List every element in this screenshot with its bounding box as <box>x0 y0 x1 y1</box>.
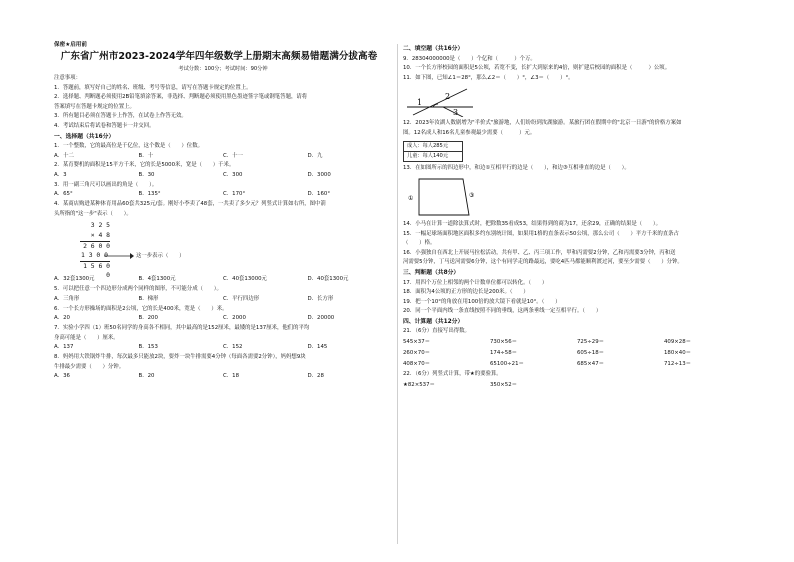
option: D．九 <box>307 152 323 159</box>
section-choice-heading: 一、选择题（共16分） <box>54 133 115 140</box>
question-7-line-1: 7．实验小学四（1）班50名同学的身高各不相同，其中最高的是152厘米，最矮的是137厘米，他们的平均 <box>54 325 310 331</box>
calc-item: 605÷18＝ <box>577 350 605 356</box>
option: B．135° <box>138 191 161 198</box>
option: D．160° <box>307 191 331 198</box>
option: A．32套1300元 <box>54 276 95 283</box>
right-column <box>403 44 751 391</box>
question-17: 17．用四个万位上相邻的两个计数单位都可以转化。（ ） <box>403 279 548 286</box>
question-6-options <box>54 314 392 324</box>
arrow-label: 这一步表示（ ） <box>136 253 185 260</box>
price-child: 儿童：每人140元 <box>407 153 449 160</box>
option: A．20 <box>54 315 70 322</box>
option: A．3 <box>54 172 67 179</box>
option: C．40套13000元 <box>223 276 267 283</box>
left-column <box>54 40 392 382</box>
arrow-icon <box>104 251 134 261</box>
question-5-options <box>54 295 392 305</box>
option: B．十 <box>138 152 153 159</box>
question-19: 19．把一个10°的角放在用100倍的放大镜下看就是10°。（ ） <box>403 298 561 305</box>
svg-text:1: 1 <box>417 98 423 108</box>
option: B．梯形 <box>138 295 159 302</box>
question-3-options <box>54 190 392 200</box>
note-item: 3．所有题目必须在答题卡上作答，在试卷上作答无效。 <box>54 113 187 120</box>
option: C．300 <box>223 172 243 179</box>
question-18: 18．面积为4公顷的正方形的边长是200米。（ ） <box>403 289 529 296</box>
exam-info: 考试分数：100分；考试时间：90分钟 <box>178 66 268 72</box>
option: A．137 <box>54 344 74 351</box>
calc-row <box>403 359 751 370</box>
option: B．200 <box>138 315 158 322</box>
calc-row <box>403 380 751 391</box>
price-adult: 成人：每人285元 <box>404 142 462 152</box>
price-table <box>403 141 463 162</box>
option: B．20 <box>138 373 155 380</box>
option: B．4套1300元 <box>138 276 176 283</box>
question-22: 22．（6分）列竖式计算，带★的要验算。 <box>403 371 502 377</box>
question-8-line-2: 牛排最少需要（ ）分钟。 <box>54 363 125 370</box>
final-product: 1 5 6 0 0 <box>80 261 110 281</box>
option: A．三角形 <box>54 295 80 302</box>
question-11: 11．如下图，已知∠1＝28°，那么∠2＝（ ）°，∠3＝（ ）°。 <box>403 74 574 81</box>
question-12-line-1: 12．2023年汝湖人数剧增为"半价式"旅游地，人们纷纷到汝湖旅游。某旅行团在假期中的"北京一日游"的价格方案如 <box>403 120 682 127</box>
calc-item: 545×37＝ <box>403 339 431 345</box>
question-7-line-2: 身高可能是（ ）厘米。 <box>54 334 119 341</box>
section-judge-heading: 三、判断题（共8分） <box>403 270 460 277</box>
angle-figure <box>407 83 487 117</box>
option: C．2000 <box>223 315 246 322</box>
calc-item: 685×47＝ <box>577 361 605 367</box>
column-divider <box>397 44 398 544</box>
option: D．3000 <box>307 172 331 179</box>
question-20: 20．同一个平面内线一条直线按照不同的垂线，这两条垂线一定互相平行。（ ） <box>403 308 602 315</box>
option: D．20000 <box>307 315 335 322</box>
exam-title: 广东省广州市2023-2024学年四年级数学上册期末高频易错题满分拔高卷 <box>60 51 378 62</box>
question-8-line-1: 8．妈妈用大铁锅炸牛排，每次最多只能放2块，要炸一块牛排需要4分钟（每面各需要2分钟），妈妈想9块 <box>54 353 306 360</box>
calc-item: ★82×537＝ <box>403 381 435 388</box>
calc-item: 712÷13＝ <box>664 361 692 367</box>
question-15-line-2: （ ）格。 <box>403 240 436 247</box>
multiplicand: 3 2 5 <box>90 221 110 230</box>
calc-row <box>403 348 751 359</box>
question-10: 10．一个长方形校园的面积是5公顷，若宽不变，长扩大到原来的4倍，则扩建后校园的面积是（ ）公顷。 <box>403 65 671 72</box>
calc-item: 350×52＝ <box>490 381 518 388</box>
section-calc-heading: 四、计算题（共12分） <box>403 318 464 325</box>
calc-item: 180×40＝ <box>664 350 692 356</box>
calc-item: 174÷58＝ <box>490 350 518 356</box>
question-2: 2．某育婴机的面积是15平方千米，它的长是5000米，宽是（ ）千米。 <box>54 162 235 169</box>
partial-product-2: 1 3 0 0 <box>81 251 108 260</box>
multiplier: × 4 8 <box>90 231 110 240</box>
question-21: 21．（6分）直接写出得数。 <box>403 328 470 335</box>
question-6: 6．一个长方形操场的面积是2公顷，它的长是400米，宽是（ ）米。 <box>54 305 228 312</box>
question-8-options <box>54 372 392 382</box>
option: C．18 <box>223 373 240 380</box>
question-5: 5．可以把任意一个四边形分成两个同样的图形，不可能分成（ ）。 <box>54 286 222 293</box>
option: A．65° <box>54 191 73 198</box>
question-14: 14．小马在计算一道除法算式时，把除数35看成53，结果得到的商为17，还余29，正确的结果是（ ）。 <box>403 221 662 228</box>
calc-item: 409×28＝ <box>664 339 692 345</box>
question-7-options <box>54 343 392 353</box>
option: D．145 <box>307 344 328 351</box>
question-1-options <box>54 152 392 162</box>
option: B．30 <box>138 172 155 179</box>
notes-heading: 注意事项： <box>54 75 81 81</box>
calc-item: 260×70＝ <box>403 350 431 356</box>
question-16-line-1: 16．小强独自在西北上开展马拉松活动，共有甲、乙、丙三项工作，甲和丙需要2分钟，乙和丙需要3分钟，丙和送 <box>403 249 676 256</box>
svg-text:①: ① <box>408 195 414 203</box>
svg-text:3: 3 <box>453 108 459 118</box>
note-item: 2．选择题、判断题必须使用2B铅笔填涂答案，非选择、判断题必须使用黑色墨迹签字笔或钢笔答题，请将 <box>54 94 308 101</box>
note-item: 答案填写在答题卡规定的位置上。 <box>54 103 135 110</box>
calc-item: 65100÷21＝ <box>490 361 524 367</box>
section-fill-heading: 二、填空题（共16分） <box>403 46 464 52</box>
svg-text:③: ③ <box>469 192 475 200</box>
note-item: 4．考试结束后将试卷和答题卡一并交回。 <box>54 122 155 129</box>
option: A．36 <box>54 373 70 380</box>
question-9: 9．28304000000是（ ）个亿和（ ）个万。 <box>403 55 536 62</box>
calc-item: 725÷29＝ <box>577 339 605 345</box>
calc-item: 730×56＝ <box>490 339 518 345</box>
question-2-options <box>54 171 392 181</box>
option: C．152 <box>223 344 243 351</box>
question-15-line-1: 15．一幅足球场面积地区面积多约东别统计图，如果用1格的直条表示50公顷，那么公司（ ）平方千米的直条占 <box>403 230 679 237</box>
calc-item: 408×70＝ <box>403 361 431 367</box>
confidential-mark: 保密★启用前 <box>54 42 87 48</box>
question-4-line-2: 头所指的"这一步"表示（ ）。 <box>54 210 132 217</box>
option: D．28 <box>307 373 324 380</box>
note-item: 1．答题前，填写好自己的姓名、班级、考号等信息，请写在答题卡规定的位置上。 <box>54 84 252 91</box>
option: C．平行四边形 <box>223 295 260 302</box>
question-13: 13．在如图所示的四边形中，和边①互相平行的边是（ ），和边③互相垂直的边是（ ）。 <box>403 165 630 172</box>
option: C．170° <box>223 191 246 198</box>
option: B．153 <box>138 344 158 351</box>
option: D．长方形 <box>307 295 334 302</box>
option: A．十二 <box>54 152 74 159</box>
option: D．40套1300元 <box>307 276 349 283</box>
svg-text:2: 2 <box>445 92 451 102</box>
question-12-line-2: 图。12名成人和16名儿童参观最少需要（ ）元。 <box>403 129 536 136</box>
question-3: 3．用一副三角尺可以画出的角是（ ）。 <box>54 181 158 188</box>
partial-product-1: 2 6 0 0 <box>80 241 110 252</box>
question-4-line-1: 4．某商店购进某种体育用品60套共325元/套。刚好小李卖了48套，一共卖了多少元？列竖式计算如右所，图中箭 <box>54 201 326 208</box>
quadrilateral-figure <box>407 175 477 219</box>
question-1: 1．一个整数，它的最高位是千亿位，这个数是（ ）位数。 <box>54 143 203 150</box>
question-16-line-2: 河需要5分钟，丁马送河需要6分钟，这个有同学走的路最远，要吃4匹马都能顺利渡过河，要至少需要（ ）分钟。 <box>403 259 683 266</box>
option: C．十一 <box>223 152 243 159</box>
calc-row <box>403 337 751 348</box>
